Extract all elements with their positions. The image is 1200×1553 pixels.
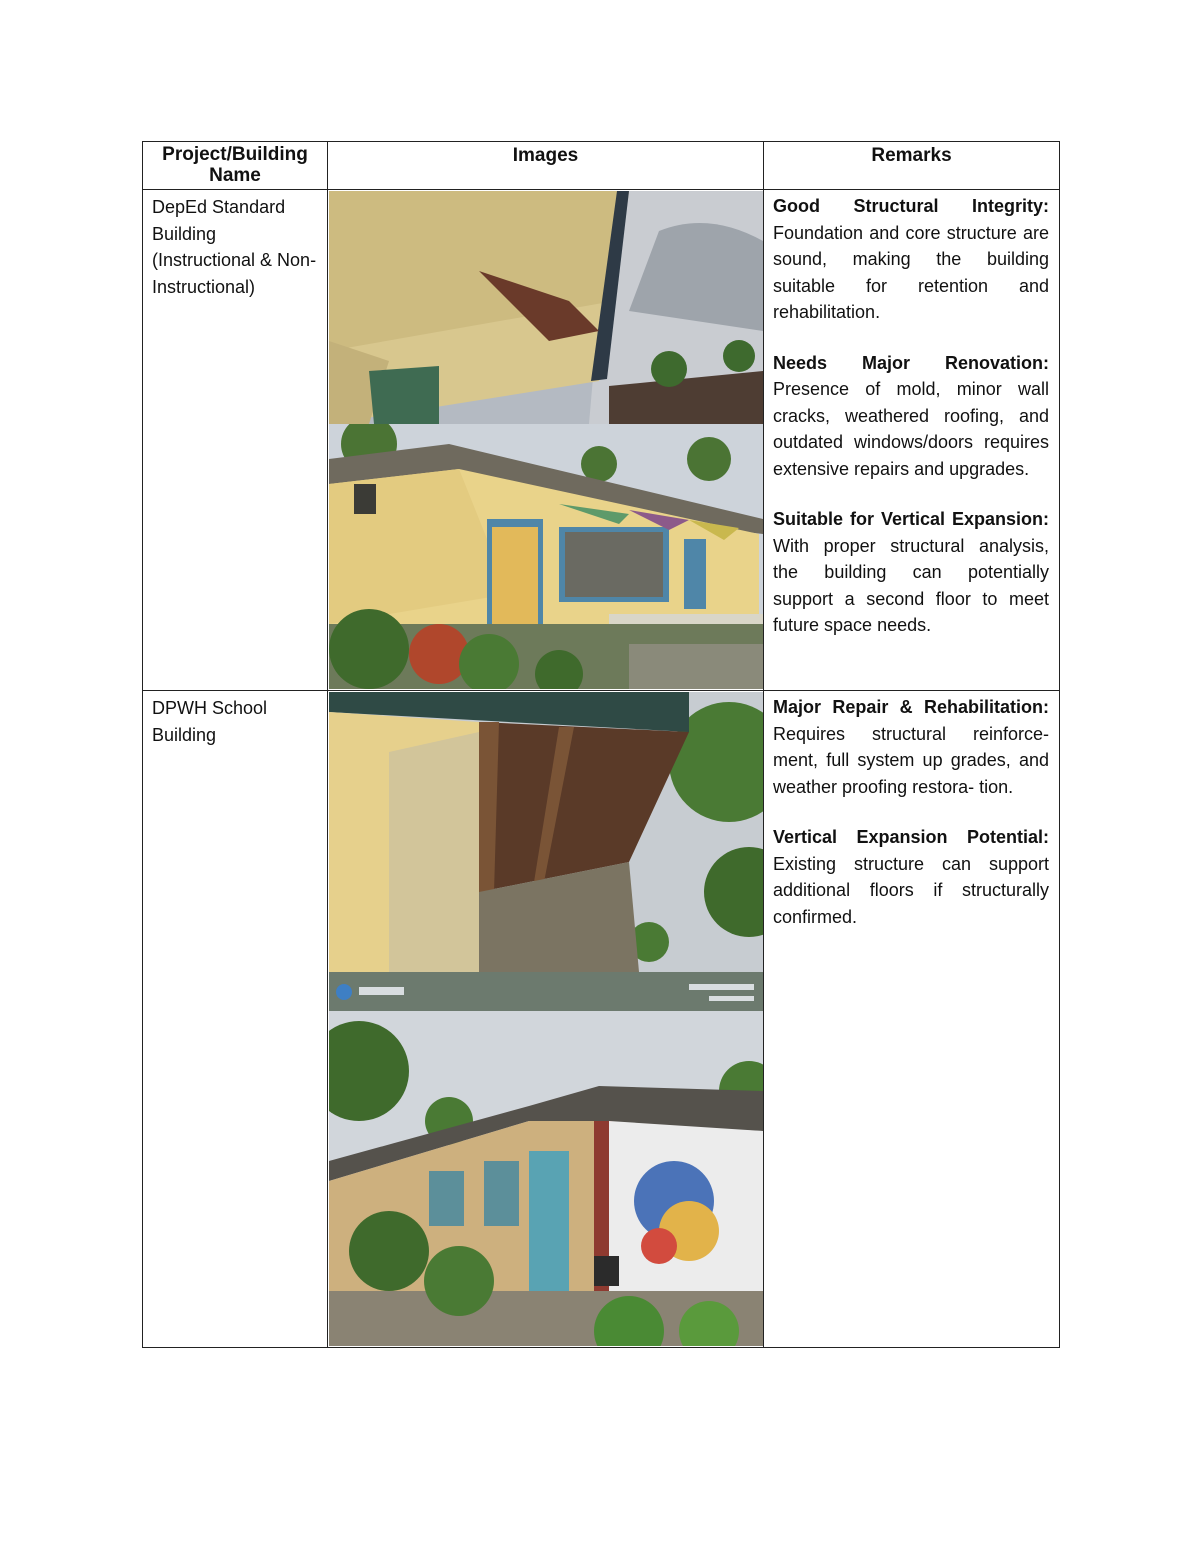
table-row-deped bbox=[143, 190, 1060, 691]
remark-item: Vertical Expansion Potential: Existing structure can support additional floors if structurally confirmed. bbox=[773, 827, 1049, 927]
remark-item: Good Structural Integrity: Foundation and core structure are sound, making the building suitable for retention and rehabilitation. bbox=[773, 196, 1049, 322]
building-name-deped: DepEd Standard Building (Instructional & Non-Instructional) bbox=[143, 190, 328, 691]
photo-deped-eaves-closeup bbox=[329, 191, 763, 424]
header-project-name: Project/Building Name bbox=[143, 142, 328, 190]
remark-item: Suitable for Vertical Expansion: With proper structural analysis, the building can potentially support a second floor to meet future space needs. bbox=[773, 509, 1049, 635]
header-images: Images bbox=[328, 142, 764, 190]
images-cell-dpwh bbox=[328, 691, 764, 1348]
building-name-dpwh: DPWH School Building bbox=[143, 691, 328, 1348]
photo-dpwh-eaves-underside bbox=[329, 692, 763, 1011]
remarks-cell-dpwh bbox=[764, 691, 1060, 1348]
remark-item: Needs Major Renovation: Presence of mold, minor wall cracks, weathered roofing, and outdated windows/doors requires extensive repairs and upgrades. bbox=[773, 352, 1049, 479]
photo-deped-building-exterior bbox=[329, 424, 763, 689]
header-row bbox=[143, 142, 1060, 190]
remark-item: Major Repair & Rehabilitation: Requires structural reinforce- ment, full system up grades, and weather proofing restora- tion. bbox=[773, 697, 1049, 797]
table-row-dpwh bbox=[143, 691, 1060, 1348]
assessment-table bbox=[142, 141, 1060, 1348]
images-cell-deped bbox=[328, 190, 764, 691]
photo-dpwh-building-exterior bbox=[329, 1011, 763, 1346]
header-remarks: Remarks bbox=[764, 142, 1060, 190]
remarks-cell-deped bbox=[764, 190, 1060, 691]
